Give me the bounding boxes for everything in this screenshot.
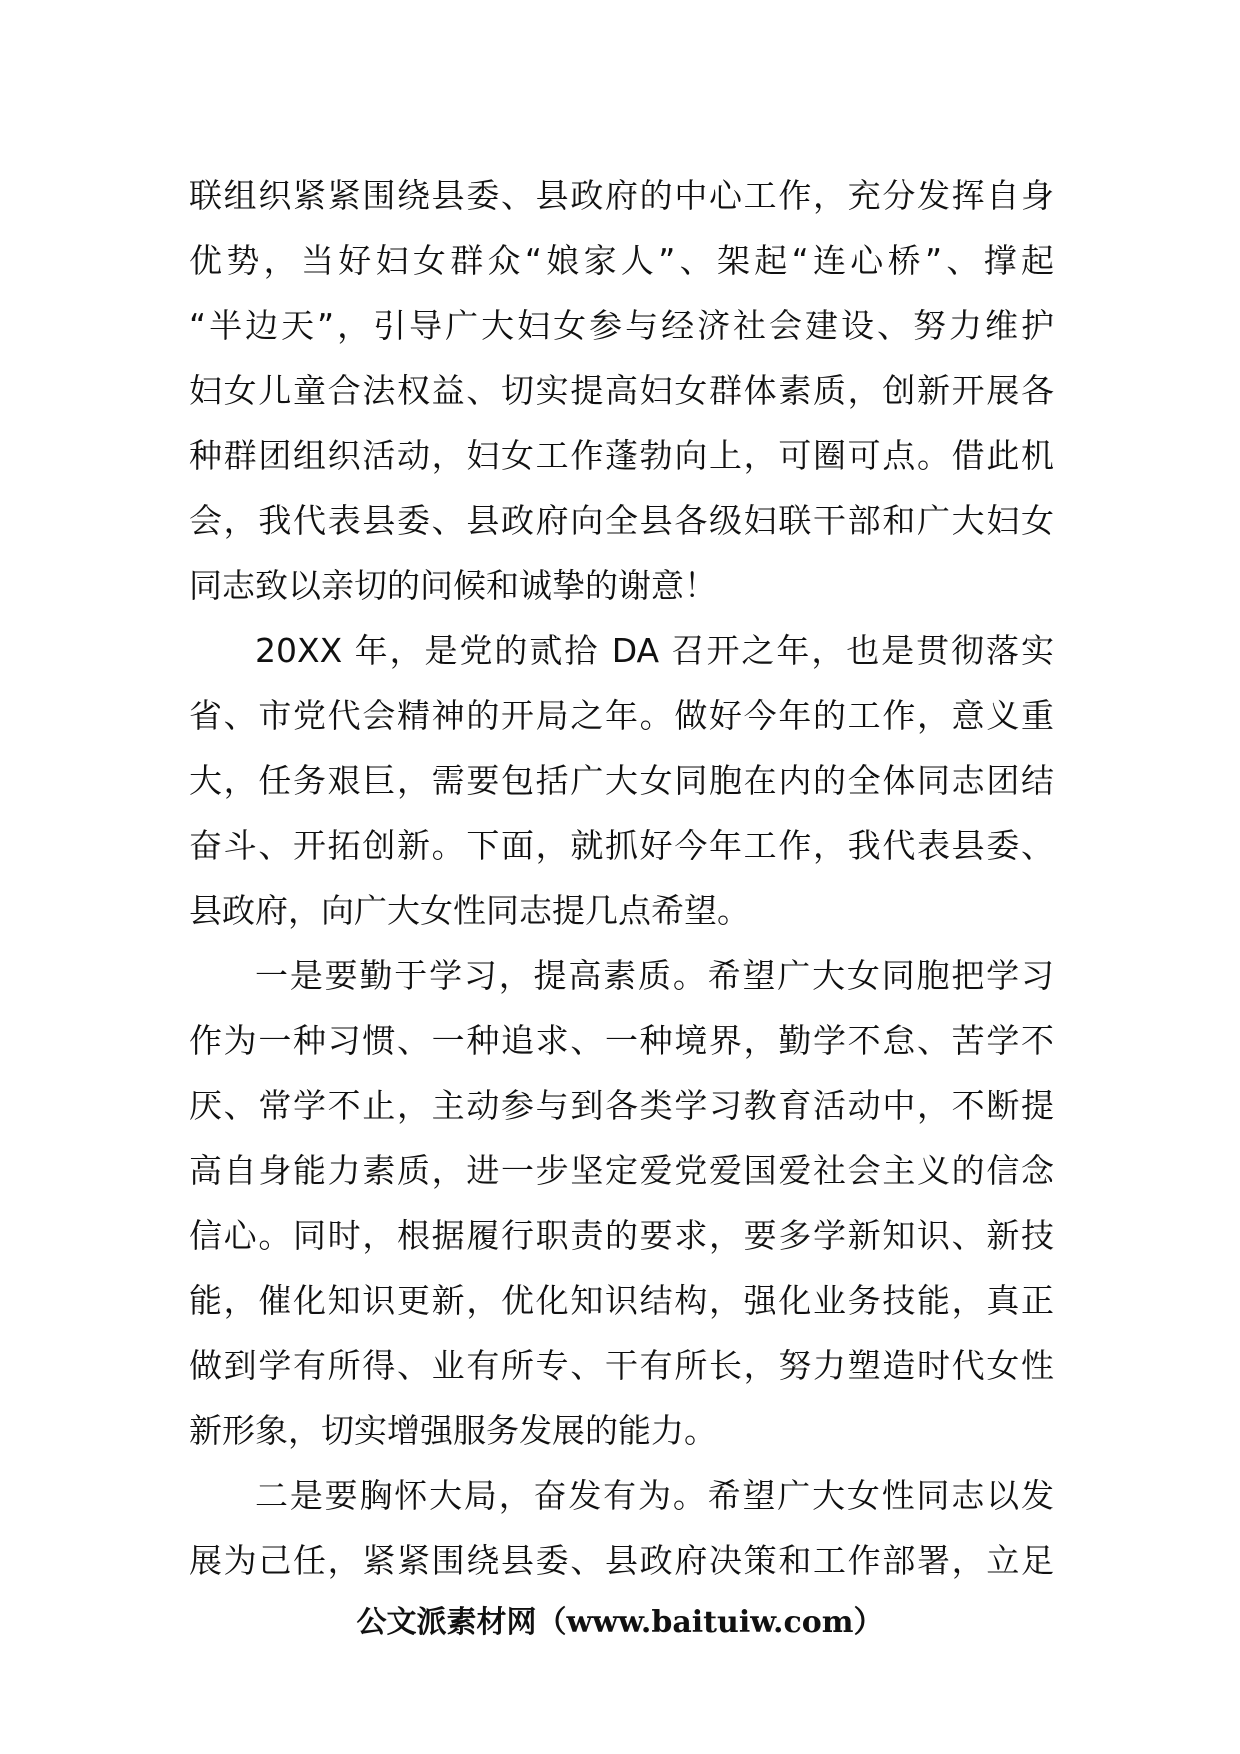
text-line: 联组织紧紧围绕县委、县政府的中心工作，充分发挥自身: [189, 176, 1054, 215]
text-line: 会，我代表县委、县政府向全县各级妇联干部和广大妇女: [189, 501, 1054, 540]
text-line: 优势，当好妇女群众“娘家人”、架起“连心桥”、撑起: [189, 241, 1054, 280]
document-body: [189, 163, 1054, 1593]
text-line: 展为己任，紧紧围绕县委、县政府决策和工作部署，立足: [189, 1541, 1054, 1580]
text-line: 同志致以亲切的问候和诚挚的谢意！: [189, 566, 717, 605]
text-line: 县政府，向广大女性同志提几点希望。: [189, 891, 750, 930]
page-footer: 公文派素材网（www.baituiw.com）: [356, 1605, 884, 1640]
text-line: 做到学有所得、业有所专、干有所长，努力塑造时代女性: [189, 1346, 1054, 1385]
text-line: 大，任务艰巨，需要包括广大女同胞在内的全体同志团结: [189, 761, 1054, 800]
text-line: 信心。同时，根据履行职责的要求，要多学新知识、新技: [189, 1216, 1054, 1255]
text-line: 高自身能力素质，进一步坚定爱党爱国爱社会主义的信念: [189, 1151, 1054, 1190]
text-line: “半边天”，引导广大妇女参与经济社会建设、努力维护: [189, 306, 1054, 345]
text-line: 省、市党代会精神的开局之年。做好今年的工作，意义重: [189, 696, 1054, 735]
text-line: 能，催化知识更新，优化知识结构，强化业务技能，真正: [189, 1281, 1054, 1320]
text-line: 二是要胸怀大局，奋发有为。希望广大女性同志以发: [255, 1476, 1054, 1515]
text-line: 新形象，切实增强服务发展的能力。: [189, 1411, 717, 1450]
text-line: 厌、常学不止，主动参与到各类学习教育活动中，不断提: [189, 1086, 1054, 1125]
text-line: 一是要勤于学习，提高素质。希望广大女同胞把学习: [255, 956, 1054, 995]
text-line: 种群团组织活动，妇女工作蓬勃向上，可圈可点。借此机: [189, 436, 1054, 475]
text-line: 妇女儿童合法权益、切实提高妇女群体素质，创新开展各: [189, 371, 1054, 410]
text-line: 20XX 年，是党的贰拾 DA 召开之年，也是贯彻落实: [255, 631, 1054, 670]
text-line: 奋斗、开拓创新。下面，就抓好今年工作，我代表县委、: [189, 826, 1054, 865]
text-line: 作为一种习惯、一种追求、一种境界，勤学不怠、苦学不: [189, 1021, 1054, 1060]
